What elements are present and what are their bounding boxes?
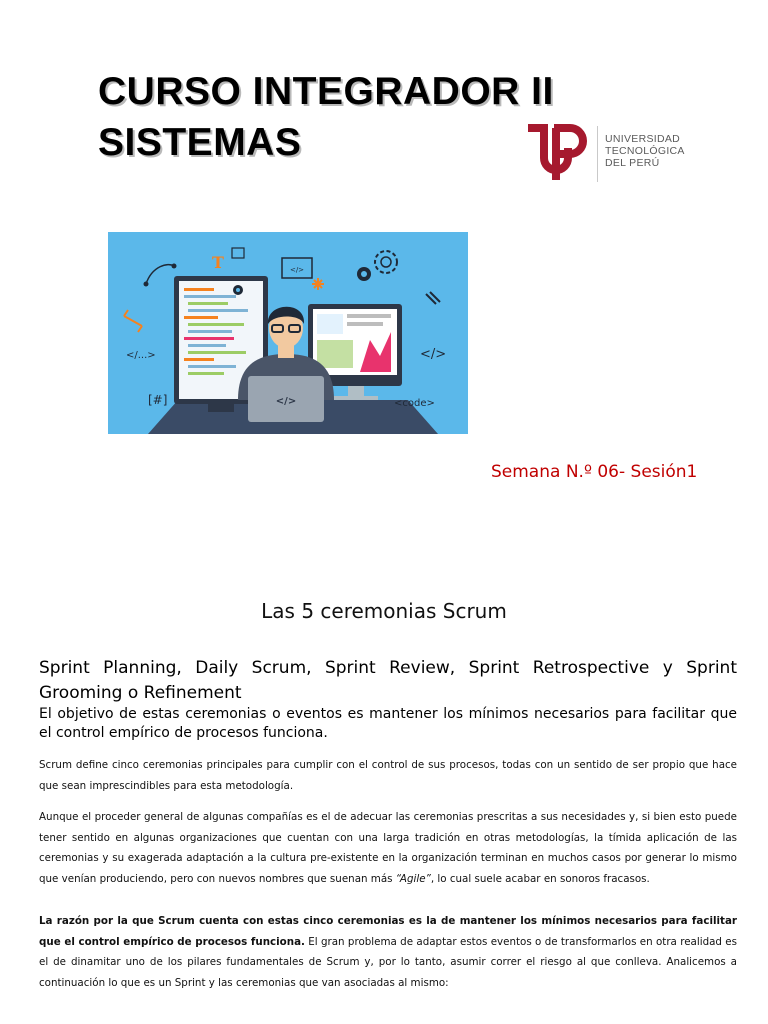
logo-line1: UNIVERSIDAD [605,133,681,145]
utp-logo [524,124,694,184]
intro-paragraph: El objetivo de estas ceremonias o eventos es mantener los mínimos necesarios para facilitar que el control empírico de procesos funciona. [39,706,737,741]
session-label: Semana N.º 06- Sesión1 [491,462,698,482]
paragraph-3 [39,911,737,994]
laptop-tag: </> [275,396,297,407]
course-title-line1: CURSO INTEGRADOR II [98,70,554,113]
ceremonies-subheading: Sprint Planning, Daily Scrum, Sprint Review, Sprint Retrospective y Sprint Grooming o Refinement [39,658,737,703]
agile-emphasis: “Agile” [395,873,431,886]
hero-illustration [108,232,468,434]
tag-small-label: </...> [126,350,156,361]
course-title-line2: SISTEMAS [98,121,302,164]
gear-small-icon [357,267,371,281]
gear-tiny-icon [233,285,243,295]
logo-line3: DEL PERÚ [605,157,660,169]
paragraph-2 [39,807,737,890]
logo-divider [597,126,598,182]
paragraph-1: Scrum define cinco ceremonias principales para cumplir con el control de sus procesos, todas con un sentido de ser propio que hace que sean imprescindibles para esta metodología. [39,759,737,792]
paragraph-3-bold: La razón por la que Scrum cuenta con estas cinco ceremonias es la de mantener los mínimos necesarios para facilitar que el control empírico de procesos funciona. [39,915,737,948]
code-label: <code> [394,398,435,409]
tag-right-label: </> [420,347,447,362]
paragraph-2-end: , lo cual suele acabar en sonoros fracasos. [430,873,650,886]
paragraph-3-text: El gran problema de adaptar estos eventos o de transformarlos en otra realidad es el de dinamitar uno de los pilares fundamentales de Scrum y, por lo tanto, asumir correr el riesgo al que conlleva. Analicemos a continuación lo que es un Sprint y las ceremonias que van asociadas al mismo: [39,935,737,990]
utp-logo-mark-icon [524,124,588,184]
hash-label: [#] [148,393,168,407]
t-letter-label: T [212,253,224,272]
section-heading: Las 5 ceremonias Scrum [261,599,507,623]
course-title [98,66,554,168]
logo-text [605,133,685,169]
monitor-tag-label: </> [289,266,305,274]
laptop [248,376,324,422]
logo-line2: TECNOLÓGICA [605,145,685,157]
paragraph-2-text: Aunque el proceder general de algunas compañías es el de adecuar las ceremonias prescritas a sus necesidades y, si bien esto puede tener sentido en algunas organizaciones que cuentan con una larga tradición en otras metodologías, la tímida aplicación de las ceremonias y su exagerada adaptación a la cultura pre-existente en la organización terminan en muchos casos por generar lo mismo que venían produciendo, pero con nuevos nombres que suenan más [39,811,737,886]
